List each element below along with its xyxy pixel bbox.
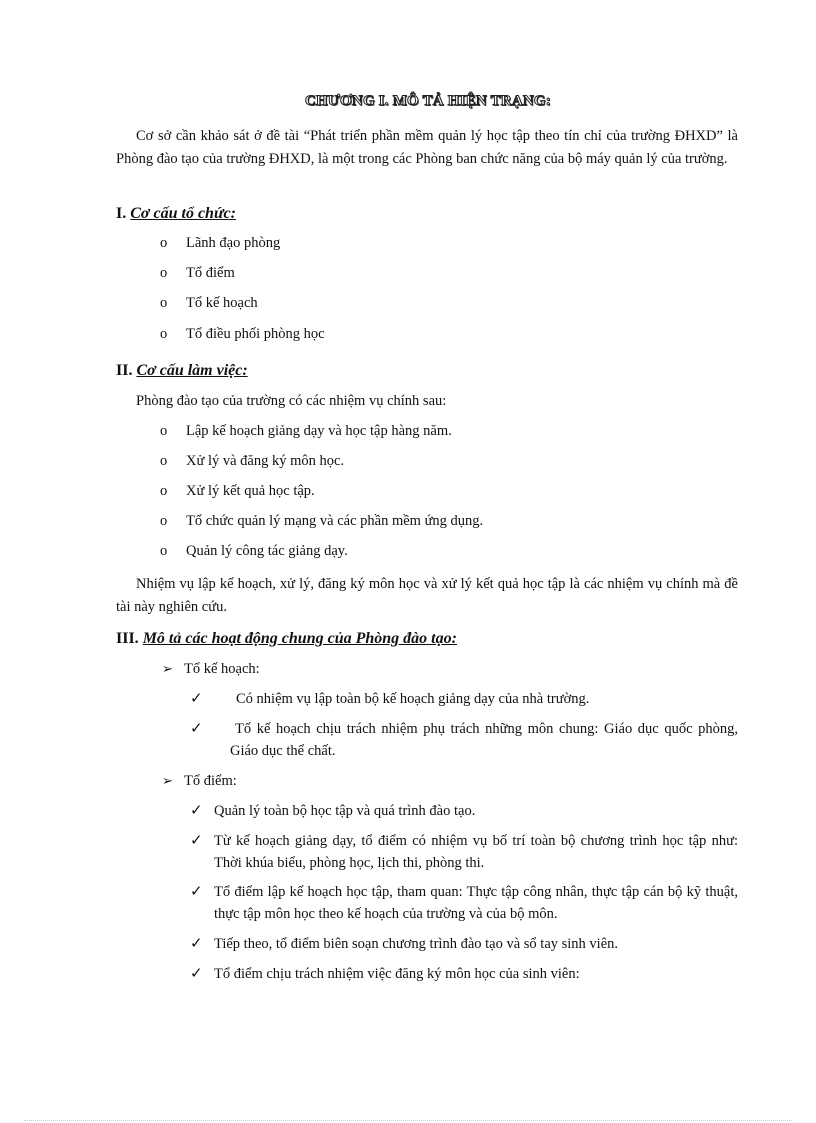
circle-bullet-icon: o bbox=[160, 265, 168, 281]
list-item-text: Quản lý công tác giảng dạy. bbox=[186, 543, 348, 559]
check-icon: ✓ bbox=[190, 936, 203, 952]
check-icon: ✓ bbox=[190, 803, 203, 819]
section-1-number: I. bbox=[116, 205, 127, 222]
check-item-icon-row bbox=[190, 800, 203, 822]
list-item bbox=[160, 292, 258, 314]
arrow-bullet-icon: ➢ bbox=[162, 661, 173, 676]
list-item-text: Xử lý kết quả học tập. bbox=[186, 483, 315, 499]
list-item-text: Tổ kế hoạch bbox=[186, 295, 258, 311]
arrow-bullet-icon: ➢ bbox=[162, 773, 173, 788]
chapter-title: CHƯƠNG I. MÔ TẢ HIỆN TRẠNG: bbox=[305, 93, 551, 109]
circle-bullet-icon: o bbox=[160, 543, 168, 559]
section-2-lead: Phòng đào tạo của trường có các nhiệm vụ chính sau: bbox=[136, 393, 447, 409]
section-1-title: Cơ cấu tổ chức: bbox=[130, 205, 236, 222]
list-item bbox=[160, 232, 280, 254]
circle-bullet-icon: o bbox=[160, 483, 168, 499]
list-item-text: Lãnh đạo phòng bbox=[186, 235, 281, 251]
page-bottom-divider bbox=[24, 1120, 792, 1121]
check-item-text: Quản lý toàn bộ học tập và quá trình đào tạo. bbox=[214, 803, 476, 819]
check-icon: ✓ bbox=[190, 966, 203, 982]
check-item-icon-row bbox=[190, 830, 203, 852]
list-item-text: Tổ điều phối phòng học bbox=[186, 326, 325, 342]
section-3-heading bbox=[116, 630, 457, 648]
list-item bbox=[160, 510, 483, 532]
list-item bbox=[160, 262, 235, 284]
section-3-number: III. bbox=[116, 630, 139, 647]
list-item bbox=[160, 540, 348, 562]
circle-bullet-icon: o bbox=[160, 513, 168, 529]
section-2-heading bbox=[116, 362, 248, 380]
circle-bullet-icon: o bbox=[160, 235, 168, 251]
circle-bullet-icon: o bbox=[160, 453, 168, 469]
circle-bullet-icon: o bbox=[160, 423, 168, 439]
check-icon: ✓ bbox=[190, 691, 203, 707]
check-icon: ✓ bbox=[190, 833, 203, 849]
check-icon: ✓ bbox=[190, 721, 203, 737]
check-item-text: Từ kế hoạch giảng dạy, tổ điểm có nhiệm vụ bố trí toàn bộ chương trình học tập như: Thời khúa biểu, phòng học, lịch thi, phòng thi. bbox=[214, 833, 738, 871]
check-item-icon-row bbox=[190, 963, 203, 985]
list-item bbox=[160, 420, 452, 442]
section-2-closing: Nhiệm vụ lập kế hoạch, xử lý, đăng ký môn học và xử lý kết quả học tập là các nhiệm vụ chính mà đề tài này nghiên cứu. bbox=[116, 575, 738, 615]
list-item bbox=[160, 323, 325, 345]
circle-bullet-icon: o bbox=[160, 295, 168, 311]
list-item-text: Xử lý và đăng ký môn học. bbox=[186, 453, 345, 469]
group-label: Tổ kế hoạch: bbox=[184, 661, 260, 677]
intro-paragraph: Cơ sở cần khảo sát ở đề tài “Phát triển phần mềm quản lý học tập theo tín chỉ của trường ĐHXD” là Phòng đào tạo của trường ĐHXD, là một trong các Phòng ban chức năng của bộ máy quản lý của trường. bbox=[116, 127, 738, 167]
list-item-text: Lập kế hoạch giảng dạy và học tập hàng năm. bbox=[186, 423, 452, 439]
check-item-text: Tổ kế hoạch chịu trách nhiệm phụ trách những môn chung: Giáo dục quốc phòng, Giáo dục thể chất. bbox=[230, 721, 738, 759]
list-item-text: Tổ điểm bbox=[186, 265, 235, 281]
check-item-icon-row bbox=[190, 881, 203, 903]
group-to-diem bbox=[162, 770, 237, 792]
group-label: Tổ điểm: bbox=[184, 773, 237, 789]
section-2-number: II. bbox=[116, 362, 133, 379]
check-item-text: Tiếp theo, tổ điểm biên soạn chương trình đào tạo và sổ tay sinh viên. bbox=[214, 936, 619, 952]
list-item bbox=[160, 480, 315, 502]
check-item-text: Tổ điểm chịu trách nhiệm việc đăng ký môn học của sinh viên: bbox=[214, 966, 580, 982]
check-item-icon-row bbox=[190, 933, 203, 955]
check-item-text: Tổ điểm lập kế hoạch học tập, tham quan: Thực tập công nhân, thực tập cán bộ kỹ thuật, thực tập môn học theo kế hoạch của trường và của bộ môn. bbox=[214, 884, 738, 922]
check-item bbox=[190, 688, 589, 710]
group-to-ke-hoach bbox=[162, 658, 260, 680]
check-icon: ✓ bbox=[190, 884, 203, 900]
section-2-title: Cơ cấu làm việc: bbox=[136, 362, 248, 379]
list-item-text: Tổ chức quản lý mạng và các phần mềm ứng dụng. bbox=[186, 513, 484, 529]
section-1-heading bbox=[116, 205, 236, 223]
check-item-icon-row bbox=[190, 718, 203, 740]
check-item-text: Có nhiệm vụ lập toàn bộ kế hoạch giảng dạy của nhà trường. bbox=[236, 691, 590, 707]
section-3-title: Mô tả các hoạt động chung của Phòng đào tạo: bbox=[142, 630, 457, 647]
list-item bbox=[160, 450, 344, 472]
circle-bullet-icon: o bbox=[160, 326, 168, 342]
